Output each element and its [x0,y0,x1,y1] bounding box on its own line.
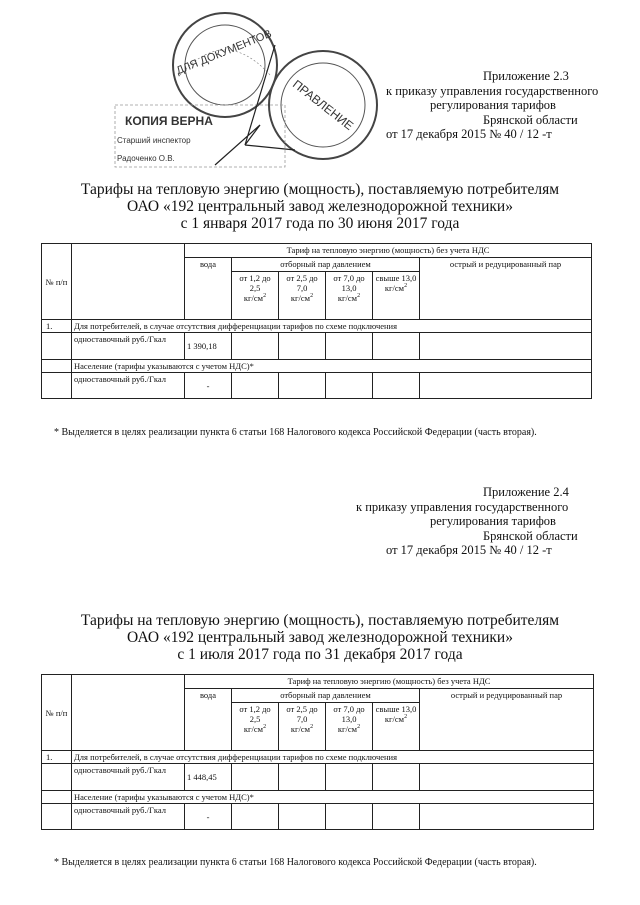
stamp-position-text: Старший инспектор [117,136,191,145]
doc1-title [40,181,600,232]
appendix-line-5: от 17 декабря 2015 № 40 / 12 -т [386,543,552,558]
row-label: одноставочный руб./Гкал [72,804,185,830]
row-label: одноставочный руб./Гкал [72,764,185,791]
pressure-2-header: от 2,5 до 7,0 $кг/см^2$ [279,703,326,751]
water-header: вода [185,689,232,751]
pressure-1-header: от 1,2 до 2,5 $кг/см^2$ [232,703,279,751]
doc1-title-line-1: Тарифы на тепловую энергию (мощность), поставляемую потребителям [80,181,560,198]
appendix-line-1: Приложение 2.3 [483,69,569,83]
appendix-line-2: к приказу управления государственного [386,83,599,98]
stamp-documents-text: ДЛЯ ДОКУМЕНТОВ [174,27,274,78]
row-label: одноставочный руб./Гкал [72,333,185,360]
water-value: 1 448,45 [185,764,232,791]
tariff-header: Тариф на тепловую энергию (мощность) без учета НДС [185,675,594,689]
doc2-title [40,612,600,663]
table-row [42,764,594,791]
water-value: - [185,373,232,399]
appendix-line-3: регулирования тарифов [430,514,556,529]
appendix-2-3 [386,69,598,142]
appendix-line-3: регулирования тарифов [430,98,556,113]
appendix-line-1: Приложение 2.4 [483,485,569,499]
col-label-header [72,675,185,751]
stamp-verna-text: КОПИЯ ВЕРНА [125,114,213,128]
appendix-line-2: к приказу управления государственного [356,499,569,514]
doc1-title-line-3: с 1 января 2017 года по 30 июня 2017 года [180,215,460,232]
row-section-text: Население (тарифы указываются с учетом НДС)* [72,791,594,804]
table-row [42,320,592,333]
appendix-line-5: от 17 декабря 2015 № 40 / 12 -т [386,127,552,142]
sharp-steam-header: острый и редуцированный пар [420,689,594,751]
steam-header: отборный пар давлением [232,689,420,703]
col-label-header [72,244,185,320]
water-header: вода [185,258,232,320]
sharp-steam-header: острый и редуцированный пар [420,258,592,320]
doc1-footnote: * Выделяется в целях реализации пункта 6 статьи 168 Налогового кодекса Российской Федерации (часть вторая). [54,427,537,438]
row-section-text: Для потребителей, в случае отсутствия дифференциации тарифов по схеме подключения [72,751,594,764]
doc2-footnote: * Выделяется в целях реализации пункта 6 статьи 168 Налогового кодекса Российской Федерации (часть вторая). [54,857,537,868]
doc1-title-line-2: ОАО «192 центральный завод железнодорожной техники» [127,198,513,215]
row-section-text: Для потребителей, в случае отсутствия дифференциации тарифов по схеме подключения [72,320,592,333]
table-row [42,373,592,399]
pressure-3-header: от 7,0 до 13,0 $кг/см^2$ [326,703,373,751]
table-row [42,791,594,804]
pressure-3-header: от 7,0 до 13,0 $кг/см^2$ [326,272,373,320]
pressure-1-header: от 1,2 до 2,5 $кг/см^2$ [232,272,279,320]
pressure-2-header: от 2,5 до 7,0 $кг/см^2$ [279,272,326,320]
pressure-4-header: свыше 13,0 $кг/см^2$ [373,703,420,751]
row-section-text: Население (тарифы указываются с учетом НДС)* [72,360,592,373]
appendix-2-4 [356,485,578,558]
row-label: одноставочный руб./Гкал [72,373,185,399]
doc1-tariff-table [41,243,592,399]
pressure-4-header: свыше 13,0 $кг/см^2$ [373,272,420,320]
stamp-name-text: Радоченко О.В. [117,154,175,163]
stamp-board-text: ПРАВЛЕНИЕ [289,77,357,133]
appendix-line-4: Брянской области [483,112,578,127]
table-row [42,333,592,360]
table-row [42,751,594,764]
doc2-title-line-1: Тарифы на тепловую энергию (мощность), поставляемую потребителям [80,612,560,629]
stamp-cluster [95,5,385,175]
table-row [42,360,592,373]
doc2-tariff-table [41,674,594,830]
tariff-header: Тариф на тепловую энергию (мощность) без учета НДС [185,244,592,258]
table-row [42,804,594,830]
col-num-header: № п/п [42,244,72,320]
copy-true-stamp [115,105,285,167]
row-number: 1. [42,751,72,764]
round-stamp-documents [173,13,277,117]
appendix-line-4: Брянской области [483,528,578,543]
steam-header: отборный пар давлением [232,258,420,272]
water-value: - [185,804,232,830]
doc2-title-line-3: с 1 июля 2017 года по 31 декабря 2017 года [177,646,463,663]
doc2-title-line-2: ОАО «192 центральный завод железнодорожной техники» [127,629,513,646]
col-num-header: № п/п [42,675,72,751]
water-value: 1 390,18 [185,333,232,360]
row-number: 1. [42,320,72,333]
